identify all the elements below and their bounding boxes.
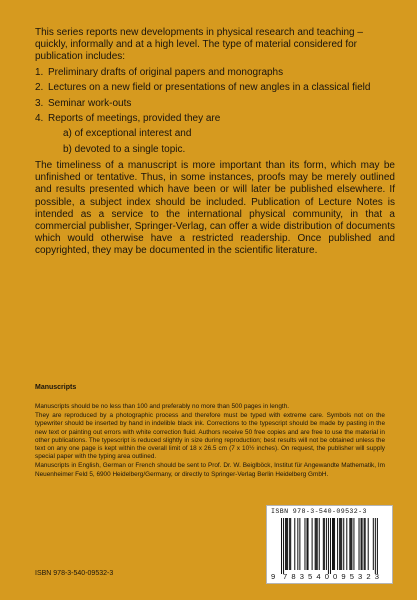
criteria-number: 4. — [35, 112, 44, 124]
barcode-bar — [339, 518, 340, 570]
manuscripts-section — [35, 403, 385, 480]
barcode-bar — [281, 518, 282, 574]
criteria-text: Reports of meetings, provided they are — [48, 112, 221, 124]
barcode-bar — [373, 518, 374, 570]
barcode-bar — [361, 518, 362, 570]
criteria-number: 2. — [35, 82, 44, 94]
series-description — [35, 27, 395, 258]
barcode-right-digits: 095323 — [333, 572, 379, 581]
barcode-bar — [312, 518, 313, 570]
barcode-left-digits: 783540 — [283, 572, 329, 581]
barcode-bar — [346, 518, 347, 570]
manuscripts-length-paragraph: Manuscripts should be no less than 100 and preferably no more than 500 pages in length. — [35, 403, 290, 410]
barcode-bar — [317, 518, 318, 570]
barcode-bar — [359, 518, 360, 570]
sub-criteria-item: b) devoted to a single topic. — [63, 143, 186, 155]
barcode-bar — [330, 518, 331, 574]
barcode-bar — [286, 518, 287, 570]
criteria-text: Lectures on a new field or presentations of new angles in a classical field — [48, 82, 371, 94]
barcode-graphic — [267, 506, 392, 583]
barcode-bar — [332, 518, 333, 570]
criteria-item-2 — [35, 82, 395, 94]
criteria-text: Seminar work-outs — [48, 97, 132, 109]
barcode-bar — [328, 518, 329, 574]
barcode-bar — [340, 518, 341, 570]
criteria-number: 1. — [35, 66, 44, 78]
criteria-item-1 — [35, 67, 395, 79]
barcode-bar — [299, 518, 300, 570]
timeliness-paragraph: The timeliness of a manuscript is more important than its form, which may be unfinished or tentative. Thus, in some instances, proofs may be merely outlined and results presented which have been or will later be published elsewhere. If possible, a subject index should be included. Publication of Lecture Notes is intended as a service to the international physical community, in that a commercial publisher, Springer-Verlag, can offer a wide distribution of documents which would otherwise have a restricted readership. Once published and copyrighted, they may be documented in the scientific literature. — [35, 159, 395, 257]
isbn-footer: ISBN 978-3-540-09532-3 — [35, 570, 114, 577]
barcode-bar — [353, 518, 354, 570]
barcode-bar — [294, 518, 295, 570]
barcode-bar — [334, 518, 335, 570]
criteria-item-3 — [35, 98, 395, 110]
barcode-isbn-text: ISBN 978-3-540-09532-3 — [271, 508, 367, 515]
barcode-bar — [308, 518, 309, 570]
manuscripts-typing-paragraph: They are reproduced by a photographic process and therefore must be typed with extreme care. Symbols not on the typewriter should be inserted by hand in indelible black ink. Corrections to the typescript should be made by pasting in the new text or painting out errors with white correction fluid. Authors receive 50 free copies and are free to use the material in other publications. The typescript is reduced slightly in size during reproduction; best results will not be obtained unless the text on any one page is kept within the overall limit of 18 x 26.5 cm (7 x 10½ inches). On request, the publisher will supply special paper with the typing area outlined. — [35, 412, 385, 461]
barcode-bar — [362, 518, 363, 570]
barcode-bar — [368, 518, 369, 570]
barcode-bar — [287, 518, 288, 570]
barcode-bar — [326, 518, 327, 570]
manuscripts-submission-paragraph: Manuscripts in English, German or French should be sent to Prof. Dr. W. Beiglböck, Institut für Angewandte Mathematik, Im Neuenheimer Feld 5, 6900 Heidelberg/Germany, or directly to Springer-Verlag Berlin Heidelberg GmbH. — [35, 462, 385, 478]
criteria-text: Preliminary drafts of original papers and monographs — [48, 66, 284, 78]
intro-paragraph: This series reports new developments in physical research and teaching – quickly, informally and at a high level. The type of material considered for publication includes: — [35, 27, 363, 63]
barcode-bar — [364, 518, 365, 570]
barcode-bar — [333, 518, 334, 570]
barcode-bar — [365, 518, 366, 570]
barcode-bar — [307, 518, 308, 570]
barcode-bar — [297, 518, 298, 570]
barcode-bar — [316, 518, 317, 570]
criteria-list — [35, 67, 395, 156]
barcode-bar — [341, 518, 342, 570]
barcode-bar — [290, 518, 291, 570]
sub-criteria-list — [48, 128, 395, 156]
barcode-bar — [375, 518, 376, 574]
barcode-bar — [304, 518, 305, 570]
barcode-bar — [323, 518, 324, 570]
barcode-bar — [337, 518, 338, 570]
sub-criteria-item: a) of exceptional interest and — [63, 128, 192, 140]
manuscripts-heading: Manuscripts — [35, 384, 77, 391]
barcode-bar — [324, 518, 325, 570]
barcode-label — [266, 505, 393, 584]
barcode-first-digit: 9 — [271, 572, 276, 581]
barcode-bar — [343, 518, 344, 570]
barcode-bar — [283, 518, 284, 574]
barcode-bar — [350, 518, 351, 570]
barcode-bar — [319, 518, 320, 570]
barcode-bars — [281, 518, 378, 574]
barcode-bar — [315, 518, 316, 570]
barcode-bar — [351, 518, 352, 570]
criteria-item-4 — [35, 113, 395, 156]
barcode-bar — [349, 518, 350, 570]
barcode-bar — [285, 518, 286, 570]
barcode-bar — [377, 518, 378, 574]
criteria-number: 3. — [35, 97, 44, 109]
barcode-bar — [289, 518, 290, 570]
